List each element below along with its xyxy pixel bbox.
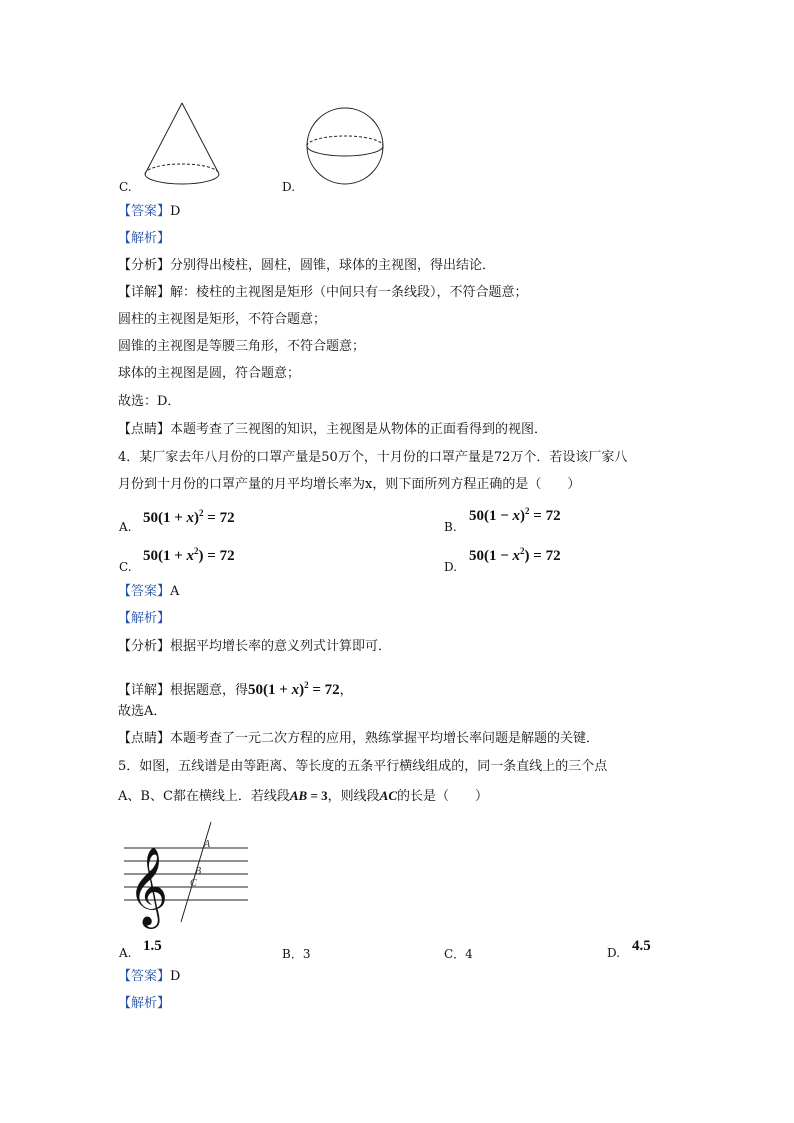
xiangjie-tag: 【详解】 — [118, 285, 171, 300]
xiangjie-text: 根据题意，得 — [170, 683, 249, 698]
answer-tag: 【答案】 — [118, 969, 171, 984]
solution-line: 圆锥的主视图是等腰三角形，不符合题意； — [118, 339, 366, 354]
point-a-label: A — [204, 839, 211, 850]
dianjing-text: 本题考查了三视图的知识，主视图是从物体的正面看得到的视图． — [170, 422, 548, 437]
ac-segment: AC — [379, 788, 398, 803]
option-a-label: A. — [119, 946, 132, 960]
q4-stem-line1: 4．某厂家去年八月份的口罩产量是50万个，十月份的口罩产量是72万个．若设该厂家八 — [118, 450, 628, 465]
solution-line: 球体的主视图是圆，符合题意； — [118, 366, 301, 381]
option-d-equation: $50(1 - x^2) = 72$ — [469, 546, 561, 564]
xiangjie-equation: $50(1 + x)^2 = 72$ — [248, 680, 340, 698]
answer-tag: 【答案】 — [118, 584, 171, 599]
q5-analysis-heading — [118, 991, 170, 1017]
solution-line: 故选A． — [118, 704, 167, 719]
option-d-value: 4.5 — [632, 938, 651, 954]
treble-clef-icon: 𝄞 — [128, 847, 169, 926]
option-c-label: C. — [119, 180, 132, 194]
q3-answer — [118, 199, 180, 225]
q4-stem-line2: 月份到十月份的口罩产量的月平均增长率为x，则下面所列方程正确的是（ ） — [118, 477, 581, 492]
option-a-equation: $50(1 + x)^2 = 72$ — [143, 508, 235, 526]
dianjing-tag: 【点睛】 — [118, 422, 171, 437]
option-c: C．4 — [444, 947, 473, 961]
solution-line: 故选：D． — [118, 394, 181, 409]
option-b-label: B. — [444, 520, 457, 534]
dianjing-tag: 【点睛】 — [118, 731, 171, 746]
stem-text: ，则线段 — [327, 789, 380, 804]
q5-answer — [118, 964, 180, 990]
option-d-label: D. — [444, 560, 458, 574]
q4-fenxi — [118, 634, 391, 660]
option-a-label: A. — [119, 520, 132, 534]
sphere-figure — [305, 106, 387, 188]
answer-value: A — [170, 584, 180, 599]
xiangjie-text: 解：棱柱的主视图是矩形（中间只有一条线段），不符合题意； — [170, 285, 528, 300]
analysis-tag: 【解析】 — [118, 996, 171, 1011]
xiangjie-punct: ， — [339, 683, 353, 698]
fenxi-tag: 【分析】 — [118, 639, 171, 654]
solution-line: 圆柱的主视图是矩形，不符合题意； — [118, 312, 327, 327]
stem-text: A、B、C都在横线上．若线段 — [118, 789, 290, 804]
q4-dianjing — [118, 726, 599, 752]
q5-stem-line1: 5．如图，五线谱是由等距离、等长度的五条平行横线组成的，同一条直线上的三个点 — [118, 759, 608, 774]
option-d-label: D. — [607, 946, 621, 960]
cone-figure — [140, 100, 230, 190]
q5-stem-line2 — [118, 783, 488, 810]
option-d-label: D. — [282, 180, 296, 194]
option-b: B．3 — [282, 947, 311, 961]
answer-value: D — [170, 204, 181, 219]
q3-xiangjie — [118, 280, 528, 306]
dianjing-text: 本题考查了一元二次方程的应用，熟练掌握平均增长率问题是解题的关键． — [170, 731, 600, 746]
q3-fenxi — [118, 253, 495, 279]
answer-tag: 【答案】 — [118, 204, 171, 219]
fenxi-text: 分别得出棱柱，圆柱，圆锥，球体的主视图，得出结论． — [170, 258, 496, 273]
analysis-tag: 【解析】 — [118, 231, 171, 246]
point-c-label: C — [190, 878, 197, 889]
option-c-label: C. — [119, 560, 132, 574]
q4-analysis-heading — [118, 606, 170, 632]
option-c-equation: $50(1 + x^2) = 72$ — [143, 546, 235, 564]
q3-analysis-heading — [118, 226, 170, 252]
analysis-tag: 【解析】 — [118, 611, 171, 626]
fenxi-text: 根据平均增长率的意义列式计算即可． — [170, 639, 392, 654]
ab-equation: AB = 3 — [289, 788, 328, 803]
option-a-value: 1.5 — [143, 938, 162, 954]
point-b-label: B — [195, 866, 202, 877]
answer-value: D — [170, 969, 181, 984]
stem-text: 的长是（ ） — [397, 789, 489, 804]
q3-dianjing — [118, 417, 547, 443]
option-b-equation: $50(1 - x)^2 = 72$ — [469, 506, 561, 524]
xiangjie-tag: 【详解】 — [118, 683, 171, 698]
q4-answer — [118, 579, 179, 605]
music-staff-figure — [118, 818, 253, 928]
fenxi-tag: 【分析】 — [118, 258, 171, 273]
